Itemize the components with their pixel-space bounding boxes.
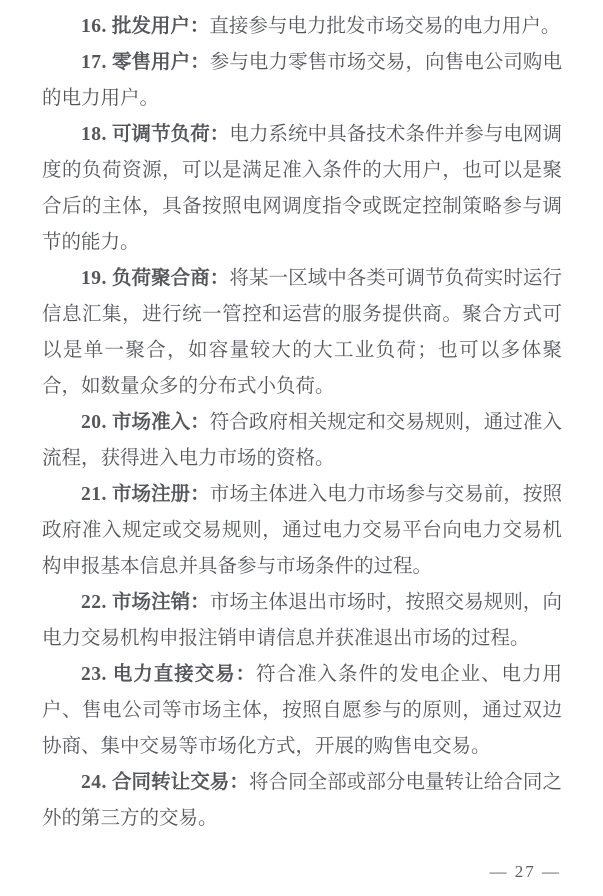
item-number: 20. xyxy=(81,412,107,433)
item-number: 23. xyxy=(81,664,107,685)
definition-item-24 xyxy=(42,765,562,837)
item-number: 24. xyxy=(81,772,107,793)
item-definition: 参与电力零售市场交易，向售电公司购电的电力用户。 xyxy=(42,52,562,109)
definition-item-19 xyxy=(42,261,562,405)
item-term: 市场准入： xyxy=(111,412,210,433)
item-term: 负荷聚合商： xyxy=(111,268,230,289)
item-term: 可调节负荷： xyxy=(111,124,230,145)
item-term: 市场注销： xyxy=(111,592,210,613)
item-term: 批发用户： xyxy=(111,16,210,37)
item-term: 市场注册： xyxy=(111,484,210,505)
definition-item-17 xyxy=(42,45,562,117)
item-definition: 市场主体退出市场时，按照交易规则，向电力交易机构申报注销申请信息并获准退出市场的过程。 xyxy=(42,592,562,649)
definitions-list xyxy=(42,9,562,837)
item-definition: 直接参与电力批发市场交易的电力用户。 xyxy=(209,16,561,37)
definition-item-18 xyxy=(42,117,562,261)
item-definition: 电力系统中具备技术条件并参与电网调度的负荷资源，可以是满足准入条件的大用户，也可以是聚合后的主体，具备按照电网调度指令或既定控制策略参与调节的能力。 xyxy=(42,124,562,253)
item-number: 17. xyxy=(81,52,107,73)
definition-item-21 xyxy=(42,477,562,585)
item-definition: 市场主体进入电力市场参与交易前，按照政府准入规定或交易规则，通过电力交易平台向电力交易机构申报基本信息并具备参与市场条件的过程。 xyxy=(42,484,562,577)
item-term: 合同转让交易： xyxy=(111,772,249,793)
item-number: 22. xyxy=(81,592,107,613)
definition-item-16 xyxy=(42,9,562,45)
item-term: 电力直接交易： xyxy=(111,664,257,685)
item-definition: 符合政府相关规定和交易规则，通过准入流程，获得进入电力市场的资格。 xyxy=(42,412,562,469)
definition-item-22 xyxy=(42,585,562,657)
item-number: 18. xyxy=(81,124,107,145)
item-definition: 将某一区域中各类可调节负荷实时运行信息汇集，进行统一管控和运营的服务提供商。聚合方式可以是单一聚合，如容量较大的大工业负荷；也可以多体聚合，如数量众多的分布式小负荷。 xyxy=(42,268,562,397)
definition-item-23 xyxy=(42,657,562,765)
item-definition: 将合同全部或部分电量转让给合同之外的第三方的交易。 xyxy=(42,772,562,829)
item-number: 21. xyxy=(81,484,107,505)
item-number: 16. xyxy=(81,16,107,37)
page-number: — 27 — xyxy=(489,862,561,881)
item-number: 19. xyxy=(81,268,107,289)
definition-item-20 xyxy=(42,405,562,477)
item-definition: 符合准入条件的发电企业、电力用户、售电公司等市场主体，按照自愿参与的原则，通过双边协商、集中交易等市场化方式，开展的购售电交易。 xyxy=(42,664,562,757)
item-term: 零售用户： xyxy=(111,52,210,73)
